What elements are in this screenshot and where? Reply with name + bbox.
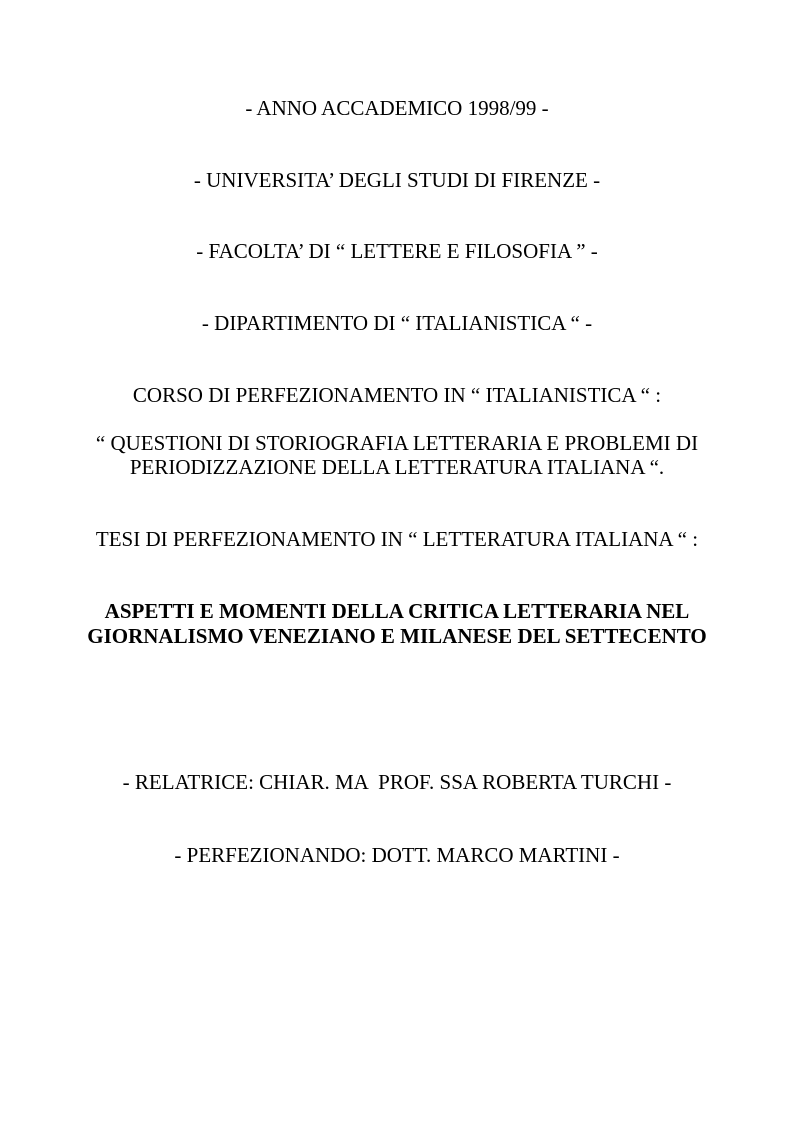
faculty-name: - FACOLTA’ DI “ LETTERE E FILOSOFIA ” - [196, 239, 598, 263]
course-subtitle-line-2: PERIODIZZAZIONE DELLA LETTERATURA ITALIANA “. [129, 455, 665, 479]
academic-year: - ANNO ACCADEMICO 1998/99 - [245, 96, 549, 120]
department-name: - DIPARTIMENTO DI “ ITALIANISTICA “ - [201, 311, 593, 335]
university-name: - UNIVERSITA’ DEGLI STUDI DI FIRENZE - [193, 168, 601, 192]
course-subtitle-line-1: “ QUESTIONI DI STORIOGRAFIA LETTERARIA E PROBLEMI DI [95, 431, 699, 455]
thesis-title-line-2: GIORNALISMO VENEZIANO E MILANESE DEL SETTECENTO [87, 624, 707, 648]
thesis-title-line-1: ASPETTI E MOMENTI DELLA CRITICA LETTERARIA NEL [104, 599, 690, 623]
supervisor: - RELATRICE: CHIAR. MA PROF. SSA ROBERTA TURCHI - [122, 770, 672, 794]
candidate: - PERFEZIONANDO: DOTT. MARCO MARTINI - [174, 843, 620, 867]
thesis-label: TESI DI PERFEZIONAMENTO IN “ LETTERATURA ITALIANA “ : [95, 527, 699, 551]
course-label: CORSO DI PERFEZIONAMENTO IN “ ITALIANISTICA “ : [132, 383, 662, 407]
